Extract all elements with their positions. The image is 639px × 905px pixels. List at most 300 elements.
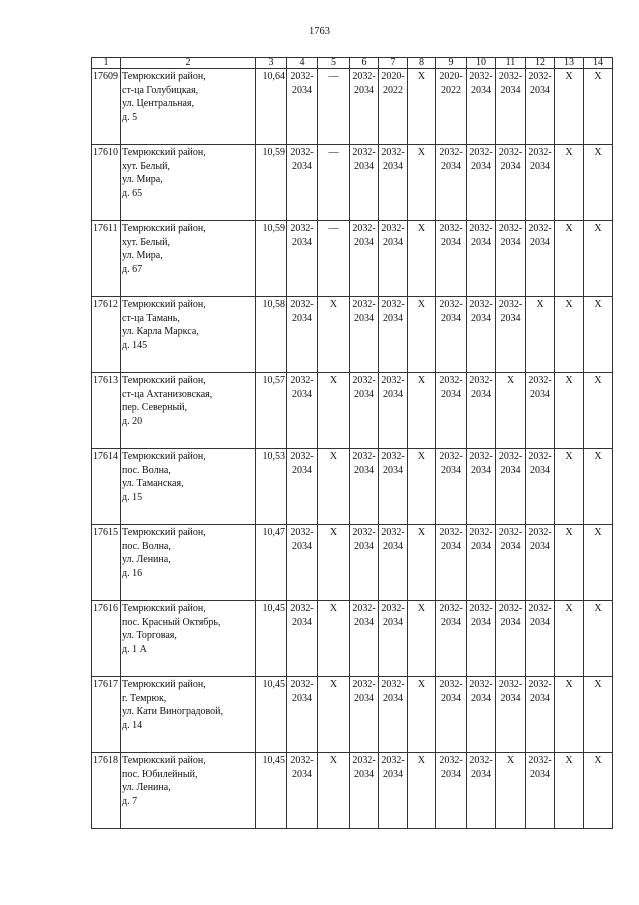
area-value: 10,45 xyxy=(256,753,287,829)
period-line: 2034 xyxy=(441,388,461,400)
period-cell xyxy=(318,753,350,829)
address-cell xyxy=(121,601,256,677)
period-line: Х xyxy=(565,451,573,462)
period-cell xyxy=(436,373,467,449)
period-line: 2034 xyxy=(354,464,374,476)
period-line: 2034 xyxy=(383,768,403,780)
period-line: 2034 xyxy=(354,236,374,248)
period-line: 2032- xyxy=(381,147,405,158)
period-line: 2034 xyxy=(441,616,461,628)
period-line: 2032- xyxy=(498,679,523,690)
address-cell xyxy=(121,753,256,829)
period-cell xyxy=(408,145,436,221)
address-cell xyxy=(121,677,256,753)
column-number-row xyxy=(92,58,613,69)
period-line: 2034 xyxy=(471,768,491,780)
table-row xyxy=(92,449,613,525)
period-line: 2032- xyxy=(469,299,493,310)
period-cell xyxy=(496,677,526,753)
column-number: 14 xyxy=(584,58,613,69)
period-line: Х xyxy=(417,451,426,462)
period-cell xyxy=(379,69,408,145)
period-cell xyxy=(467,449,496,525)
period-line: 2034 xyxy=(354,160,374,172)
address-cell xyxy=(121,525,256,601)
address-line: ул. Мира, xyxy=(122,250,163,261)
period-cell xyxy=(555,69,584,145)
column-number: 5 xyxy=(318,58,350,69)
period-cell xyxy=(526,145,555,221)
table-row xyxy=(92,753,613,829)
period-line: 2032- xyxy=(528,451,552,462)
period-line: 2032- xyxy=(381,223,405,234)
period-line: 2034 xyxy=(383,464,403,476)
period-line: 2034 xyxy=(354,692,374,704)
period-cell xyxy=(318,601,350,677)
area-value: 10,58 xyxy=(256,297,287,373)
record-number: 17611 xyxy=(92,221,121,297)
period-line: 2032- xyxy=(498,223,523,234)
period-cell xyxy=(318,525,350,601)
period-line: 2034 xyxy=(354,616,374,628)
period-cell xyxy=(287,297,318,373)
period-line: 2032- xyxy=(290,755,314,766)
record-number: 17616 xyxy=(92,601,121,677)
period-cell xyxy=(350,601,379,677)
address-cell xyxy=(121,297,256,373)
period-line: 2034 xyxy=(441,540,461,552)
period-cell xyxy=(467,525,496,601)
period-cell xyxy=(287,753,318,829)
period-line: Х xyxy=(594,147,602,158)
period-cell xyxy=(408,753,436,829)
period-cell xyxy=(318,449,350,525)
period-cell xyxy=(526,601,555,677)
period-cell xyxy=(350,221,379,297)
period-cell xyxy=(318,297,350,373)
period-line: 2032- xyxy=(381,679,405,690)
record-number: 17609 xyxy=(92,69,121,145)
period-line: 2020- xyxy=(439,71,463,82)
period-line: 2032- xyxy=(290,603,314,614)
period-line: Х xyxy=(417,603,426,614)
period-line: 2034 xyxy=(354,84,374,96)
page-number: 1763 xyxy=(309,26,330,37)
period-cell xyxy=(467,677,496,753)
period-line: 2022 xyxy=(383,84,403,96)
address-line: д. 14 xyxy=(122,719,143,731)
period-line: 2034 xyxy=(292,768,312,780)
area-value: 10,59 xyxy=(256,145,287,221)
address-line: ул. Торговая, xyxy=(122,630,177,641)
period-line: Х xyxy=(506,375,515,386)
address-line: пос. Волна, xyxy=(122,464,171,476)
column-number: 1 xyxy=(92,58,121,69)
address-line: Темрюкский район, xyxy=(122,299,206,310)
period-line: 2032- xyxy=(290,679,314,690)
period-line: 2034 xyxy=(441,160,461,172)
period-line: 2032- xyxy=(439,755,463,766)
period-line: 2032- xyxy=(352,451,376,462)
period-line: 2034 xyxy=(530,616,550,628)
area-value: 10,64 xyxy=(256,69,287,145)
period-line: Х xyxy=(417,375,426,386)
table-row xyxy=(92,525,613,601)
period-line: 2032- xyxy=(439,375,463,386)
period-cell xyxy=(287,373,318,449)
period-cell xyxy=(555,221,584,297)
period-line: 2034 xyxy=(292,616,312,628)
period-cell xyxy=(408,525,436,601)
column-number: 6 xyxy=(350,58,379,69)
address-line: ст-ца Ахтанизовская, xyxy=(122,388,213,400)
period-cell xyxy=(496,221,526,297)
address-cell xyxy=(121,449,256,525)
column-number: 9 xyxy=(436,58,467,69)
period-line: 2032- xyxy=(528,223,552,234)
period-cell xyxy=(408,221,436,297)
period-cell xyxy=(287,449,318,525)
period-line: 2034 xyxy=(292,464,312,476)
period-line: Х xyxy=(329,375,338,386)
period-line: 2032- xyxy=(439,299,463,310)
period-line: Х xyxy=(329,527,338,538)
period-line: Х xyxy=(565,71,573,82)
period-line: 2032- xyxy=(290,527,314,538)
period-cell xyxy=(555,601,584,677)
area-value: 10,57 xyxy=(256,373,287,449)
address-line: д. 15 xyxy=(122,491,143,503)
address-line: хут. Белый, xyxy=(122,160,170,172)
period-line: 2034 xyxy=(500,84,521,96)
period-cell xyxy=(379,525,408,601)
address-line: ст-ца Тамань, xyxy=(122,312,180,324)
period-line: Х xyxy=(329,451,338,462)
period-cell xyxy=(584,145,613,221)
period-line: 2032- xyxy=(469,679,493,690)
period-line: Х xyxy=(417,755,426,766)
period-line: 2032- xyxy=(528,679,552,690)
period-line: 2032- xyxy=(439,223,463,234)
address-line: д. 1 А xyxy=(122,643,147,655)
period-cell xyxy=(496,373,526,449)
period-line: Х xyxy=(565,223,573,234)
period-line: Х xyxy=(565,527,573,538)
period-cell xyxy=(467,373,496,449)
period-line: 2032- xyxy=(290,223,314,234)
period-line: — xyxy=(328,147,339,158)
address-line: д. 67 xyxy=(122,263,143,275)
table-row xyxy=(92,145,613,221)
address-line: Темрюкский район, xyxy=(122,147,206,158)
period-line: Х xyxy=(329,603,338,614)
period-line: 2032- xyxy=(469,223,493,234)
period-line: Х xyxy=(329,299,338,310)
period-line: 2034 xyxy=(530,388,550,400)
address-line: пер. Северный, xyxy=(122,402,188,413)
period-cell xyxy=(318,145,350,221)
period-line: 2032- xyxy=(528,71,552,82)
period-line: Х xyxy=(565,755,573,766)
period-line: 2032- xyxy=(439,679,463,690)
period-line: 2034 xyxy=(292,388,312,400)
column-number: 12 xyxy=(526,58,555,69)
area-value: 10,47 xyxy=(256,525,287,601)
period-line: 2034 xyxy=(500,236,521,248)
period-line: 2032- xyxy=(439,527,463,538)
period-line: Х xyxy=(594,223,602,234)
period-line: 2032- xyxy=(469,527,493,538)
period-cell xyxy=(318,69,350,145)
period-cell xyxy=(496,145,526,221)
address-line: Темрюкский район, xyxy=(122,755,206,766)
address-line: д. 20 xyxy=(122,415,143,427)
period-line: 2034 xyxy=(471,160,491,172)
period-line: 2032- xyxy=(381,299,405,310)
period-line: 2034 xyxy=(530,160,550,172)
column-number: 8 xyxy=(408,58,436,69)
table-row xyxy=(92,221,613,297)
period-line: 2034 xyxy=(441,692,461,704)
address-line: ул. Мира, xyxy=(122,174,163,185)
period-cell xyxy=(555,525,584,601)
period-line: 2032- xyxy=(352,527,376,538)
period-cell xyxy=(350,297,379,373)
period-cell xyxy=(408,677,436,753)
period-cell xyxy=(496,601,526,677)
period-cell xyxy=(496,449,526,525)
column-number: 2 xyxy=(121,58,256,69)
period-cell xyxy=(555,753,584,829)
period-cell xyxy=(287,525,318,601)
address-line: Темрюкский район, xyxy=(122,527,206,538)
period-line: Х xyxy=(594,679,602,690)
column-number: 13 xyxy=(555,58,584,69)
period-line: 2032- xyxy=(352,223,376,234)
period-line: 2032- xyxy=(381,451,405,462)
period-line: 2034 xyxy=(500,616,521,628)
period-line: 2032- xyxy=(290,299,314,310)
period-line: 2034 xyxy=(441,312,461,324)
column-number: 4 xyxy=(287,58,318,69)
period-line: 2032- xyxy=(352,603,376,614)
table-row xyxy=(92,601,613,677)
period-cell xyxy=(584,753,613,829)
period-cell xyxy=(408,373,436,449)
period-line: 2034 xyxy=(471,388,491,400)
period-cell xyxy=(436,601,467,677)
column-number: 10 xyxy=(467,58,496,69)
period-line: 2034 xyxy=(383,236,403,248)
period-cell xyxy=(350,69,379,145)
period-line: Х xyxy=(417,223,426,234)
period-line: 2032- xyxy=(439,603,463,614)
period-line: 2032- xyxy=(498,71,523,82)
period-line: 2034 xyxy=(471,312,491,324)
period-line: Х xyxy=(417,679,426,690)
period-line: 2032- xyxy=(498,451,523,462)
period-line: 2034 xyxy=(354,540,374,552)
period-cell xyxy=(436,221,467,297)
period-line: 2022 xyxy=(441,84,461,96)
period-line: Х xyxy=(565,375,573,386)
period-line: 2034 xyxy=(530,540,550,552)
period-cell xyxy=(555,677,584,753)
period-line: 2032- xyxy=(528,755,552,766)
period-cell xyxy=(496,69,526,145)
address-line: пос. Волна, xyxy=(122,540,171,552)
period-line: 2034 xyxy=(292,540,312,552)
period-cell xyxy=(436,525,467,601)
period-line: 2032- xyxy=(352,299,376,310)
address-line: г. Темрюк, xyxy=(122,692,167,704)
period-line: Х xyxy=(417,299,426,310)
period-cell xyxy=(379,145,408,221)
period-cell xyxy=(287,601,318,677)
period-line: Х xyxy=(329,755,338,766)
period-line: 2032- xyxy=(381,603,405,614)
period-cell xyxy=(467,145,496,221)
period-line: Х xyxy=(594,755,602,766)
period-line: Х xyxy=(506,755,515,766)
period-cell xyxy=(555,373,584,449)
period-cell xyxy=(318,221,350,297)
address-cell xyxy=(121,145,256,221)
period-line: — xyxy=(328,223,339,234)
period-line: 2032- xyxy=(352,71,376,82)
period-line: Х xyxy=(329,679,338,690)
address-line: Темрюкский район, xyxy=(122,451,206,462)
period-cell xyxy=(379,601,408,677)
address-line: д. 145 xyxy=(122,339,148,351)
address-line: Темрюкский район, xyxy=(122,375,206,386)
address-line: ул. Карла Маркса, xyxy=(122,326,199,337)
period-cell xyxy=(584,677,613,753)
period-cell xyxy=(584,69,613,145)
address-line: Темрюкский район, xyxy=(122,603,206,614)
address-cell xyxy=(121,221,256,297)
period-line: 2032- xyxy=(498,527,523,538)
period-cell xyxy=(408,69,436,145)
period-line: 2034 xyxy=(530,768,550,780)
period-line: Х xyxy=(594,527,602,538)
area-value: 10,45 xyxy=(256,601,287,677)
period-line: 2034 xyxy=(292,692,312,704)
period-cell xyxy=(408,297,436,373)
period-line: 2032- xyxy=(290,71,314,82)
address-line: пос. Юбилейный, xyxy=(122,768,198,780)
period-cell xyxy=(555,145,584,221)
period-cell xyxy=(467,69,496,145)
period-line: 2034 xyxy=(471,236,491,248)
address-line: д. 65 xyxy=(122,187,143,199)
period-cell xyxy=(287,145,318,221)
period-line: 2032- xyxy=(352,679,376,690)
period-cell xyxy=(350,373,379,449)
period-line: 2034 xyxy=(500,540,521,552)
period-cell xyxy=(379,221,408,297)
period-cell xyxy=(526,297,555,373)
period-line: Х xyxy=(594,299,602,310)
period-cell xyxy=(467,221,496,297)
period-line: 2032- xyxy=(528,603,552,614)
address-line: ст-ца Голубицкая, xyxy=(122,84,199,96)
period-line: 2034 xyxy=(383,388,403,400)
address-line: д. 16 xyxy=(122,567,143,579)
period-cell xyxy=(350,525,379,601)
period-cell xyxy=(436,449,467,525)
period-cell xyxy=(350,753,379,829)
period-cell xyxy=(526,221,555,297)
period-line: 2032- xyxy=(469,71,493,82)
period-line: 2020- xyxy=(381,71,405,82)
period-line: 2032- xyxy=(439,147,463,158)
address-line: Темрюкский район, xyxy=(122,71,206,82)
address-line: д. 7 xyxy=(122,795,138,807)
schedule-table xyxy=(91,57,613,829)
period-line: 2032- xyxy=(290,147,314,158)
period-line: 2034 xyxy=(292,312,312,324)
period-line: 2034 xyxy=(441,236,461,248)
period-cell xyxy=(496,753,526,829)
period-cell xyxy=(318,373,350,449)
period-line: 2032- xyxy=(352,375,376,386)
period-line: Х xyxy=(594,71,602,82)
period-line: 2032- xyxy=(498,603,523,614)
period-cell xyxy=(287,69,318,145)
period-line: Х xyxy=(417,527,426,538)
period-cell xyxy=(287,221,318,297)
period-cell xyxy=(436,69,467,145)
period-cell xyxy=(526,373,555,449)
period-line: 2034 xyxy=(500,464,521,476)
period-cell xyxy=(408,601,436,677)
period-line: 2034 xyxy=(292,84,312,96)
period-cell xyxy=(436,753,467,829)
period-line: 2034 xyxy=(471,616,491,628)
period-cell xyxy=(496,525,526,601)
column-number: 11 xyxy=(496,58,526,69)
period-line: 2032- xyxy=(290,375,314,386)
area-value: 10,45 xyxy=(256,677,287,753)
period-line: 2034 xyxy=(530,84,550,96)
period-cell xyxy=(318,677,350,753)
period-line: Х xyxy=(417,147,426,158)
period-line: Х xyxy=(565,603,573,614)
period-line: 2034 xyxy=(500,692,521,704)
period-cell xyxy=(408,449,436,525)
period-cell xyxy=(379,753,408,829)
period-cell xyxy=(379,373,408,449)
period-cell xyxy=(584,525,613,601)
record-number: 17618 xyxy=(92,753,121,829)
address-cell xyxy=(121,69,256,145)
period-line: 2032- xyxy=(528,527,552,538)
period-line: Х xyxy=(594,451,602,462)
address-line: ул. Центральная, xyxy=(122,98,195,109)
period-line: 2032- xyxy=(381,527,405,538)
period-line: 2034 xyxy=(471,464,491,476)
period-line: 2034 xyxy=(441,464,461,476)
period-line: 2034 xyxy=(383,616,403,628)
period-cell xyxy=(379,297,408,373)
period-line: 2032- xyxy=(469,147,493,158)
period-cell xyxy=(287,677,318,753)
period-line: 2032- xyxy=(469,603,493,614)
record-number: 17615 xyxy=(92,525,121,601)
area-value: 10,59 xyxy=(256,221,287,297)
period-line: 2034 xyxy=(383,540,403,552)
